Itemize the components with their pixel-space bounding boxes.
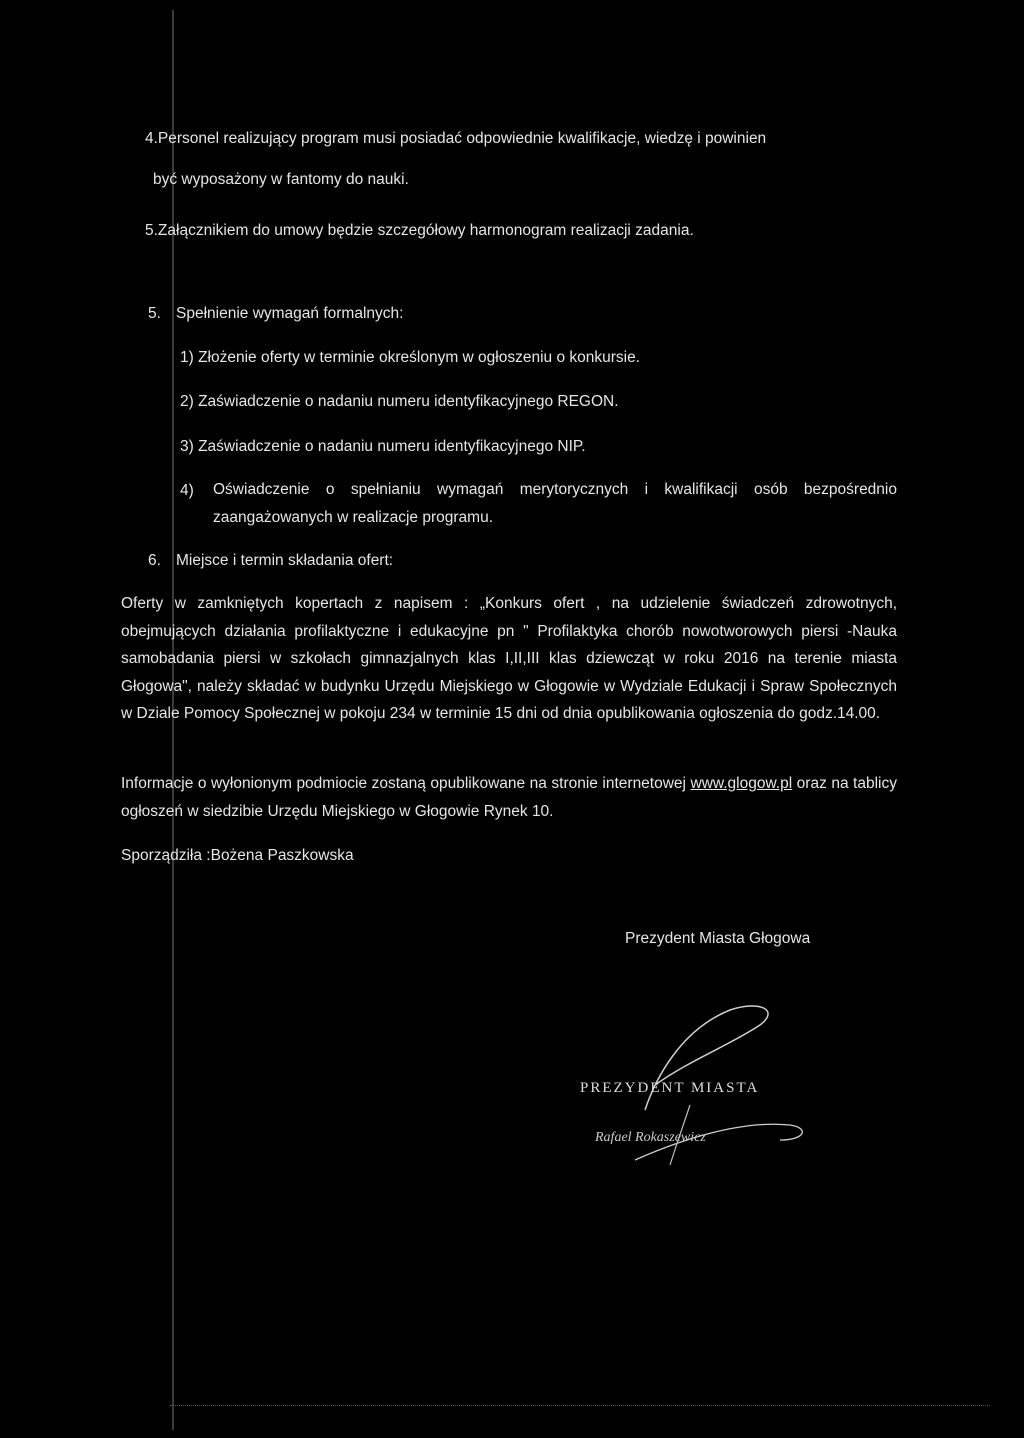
info-paragraph [121,770,897,825]
stamp-title: PREZYDENT MIASTA [580,1080,760,1096]
prepared-by: Sporządziła :Bożena Paszkowska [121,847,354,864]
section-5-number: 5. [148,305,161,322]
item-4-continued: być wyposażony w fantomy do nauki. [153,171,409,188]
requirement-1: 1) Złożenie oferty w terminie określonym w ogłoszeniu o konkursie. [180,349,641,366]
section-6-number: 6. [148,552,161,569]
requirement-3: 3) Zaświadczenie o nadaniu numeru identyfikacyjnego NIP. [180,438,586,455]
info-text-a: Informacje o wyłonionym podmiocie zostaną opublikowane na stronie internetowej [121,775,686,792]
stamp-name: Rafael Rokaszewicz [595,1130,706,1145]
website-link[interactable]: www.glogow.pl [690,775,793,792]
offers-paragraph: Oferty w zamkniętych kopertach z napisem : „Konkurs ofert , na udzielenie świadczeń zdrowotnych, obejmujących działania profilaktyczne i edukacyjne pn " Profilaktyka chorób nowotworowych piersi -Nauka samobadania piersi w szkołach gimnazjalnych klas I,II,III klas dziewcząt w roku 2016 na terenie miasta Głogowa", należy składać w budynku Urzędu Miejskiego w Głogowie w Wydziale Edukacji i Spraw Społecznych w Dziale Pomocy Społecznej w pokoju 234 w terminie 15 dni od dnia opublikowania ogłoszenia do godz.14.00. [121,595,897,722]
item-4: 4.Personel realizujący program musi posiadać odpowiednie kwalifikacje, wiedzę i powinien [145,130,767,147]
bottom-scan-noise [170,1405,990,1406]
section-6-title: Miejsce i termin składania ofert: [176,552,394,569]
signatory-title: Prezydent Miasta Głogowa [625,930,811,947]
item-5: 5.Załącznikiem do umowy będzie szczegółowy harmonogram realizacji zadania. [145,222,694,239]
section-5-title: Spełnienie wymagań formalnych: [176,305,404,322]
requirement-4-text: Oświadczenie o spełnianiu wymagań merytorycznych i kwalifikacji osób bezpośrednio zaangażowanych w realizacje programu. [213,481,897,526]
info-text-b: oraz na tablicy ogłoszeń w siedzibie Urzędu Miejskiego w Głogowie Rynek 10. [121,775,897,820]
requirement-4-number: 4) [180,482,194,499]
requirement-2: 2) Zaświadczenie o nadaniu numeru identyfikacyjnego REGON. [180,393,619,410]
